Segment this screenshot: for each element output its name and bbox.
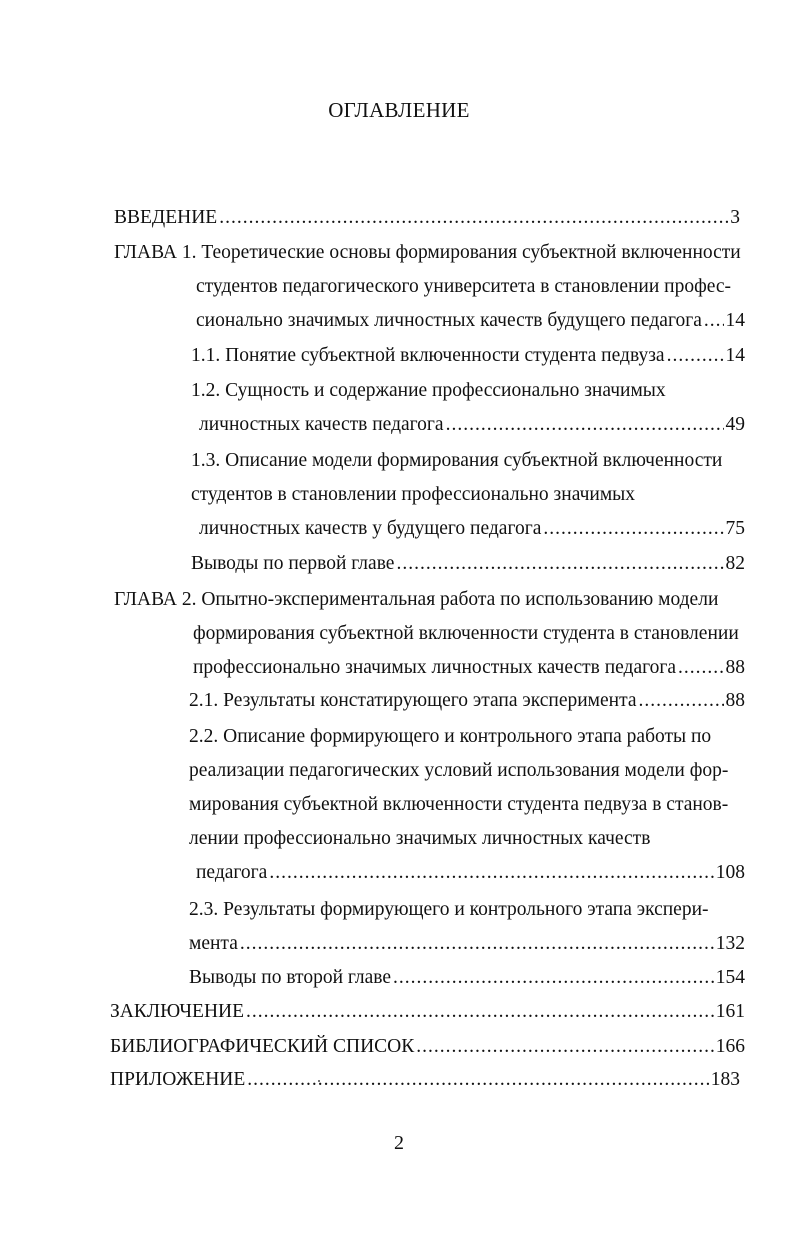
toc-page-number: 49 [725, 414, 745, 435]
toc-entry-section-2-2-line3[interactable] [189, 790, 728, 820]
dot-leader [393, 963, 714, 993]
toc-entry-chapter2-line2[interactable] [193, 619, 739, 649]
toc-entry-section-2-2-line5[interactable] [196, 858, 745, 888]
toc-entry-section-2-3-line2[interactable] [189, 929, 745, 959]
toc-entry-label: ЗАКЛЮЧЕНИЕ [110, 1001, 245, 1022]
toc-entry-section-1-3-line2[interactable] [191, 480, 635, 510]
toc-entry-section-1-1[interactable] [191, 341, 745, 371]
toc-entry-label: 1.2. Сущность и содержание профессионально значимых [191, 380, 666, 401]
toc-entry-label: мирования субъектной включенности студента педвуза в станов- [189, 794, 729, 815]
toc-entry-conclusions-1[interactable] [191, 549, 745, 579]
toc-entry-section-1-3-line1[interactable] [191, 446, 722, 476]
toc-entry-label: профессионально значимых личностных качеств педагога [193, 657, 677, 678]
dot-leader [416, 1032, 714, 1062]
toc-entry-section-1-2-line2[interactable] [199, 410, 745, 440]
page-number: 2 [394, 1132, 404, 1154]
toc-entry-label: личностных качеств педагога [199, 414, 444, 435]
toc-entry-label: личностных качеств у будущего педагога [199, 518, 542, 539]
toc-entry-appendix[interactable] [110, 1065, 740, 1095]
toc-page-number: 132 [715, 933, 745, 954]
toc-page-number: 154 [715, 967, 745, 988]
toc-page-number: 88 [725, 690, 745, 711]
toc-entry-bibliography[interactable] [110, 1032, 745, 1062]
dot-leader [543, 514, 723, 544]
toc-entry-label: реализации педагогических условий использования модели фор- [189, 760, 729, 781]
toc-entry-label: ПРИЛОЖЕНИЕ [110, 1069, 246, 1090]
toc-entry-section-2-3-line1[interactable] [189, 895, 709, 925]
toc-page-number: 88 [725, 657, 745, 678]
toc-entry-label: мента [189, 933, 238, 954]
toc-page-number: 82 [725, 553, 745, 574]
toc-entry-conclusions-2[interactable] [189, 963, 745, 993]
toc-entry-label: ВВЕДЕНИЕ [114, 207, 218, 228]
dot-leader [247, 1065, 708, 1095]
toc-entry-section-1-2-line1[interactable] [191, 376, 666, 406]
toc-entry-chapter1-line3[interactable] [196, 306, 745, 336]
toc-entry-label: формирования субъектной включенности студента в становлении [193, 623, 739, 644]
toc-page-number: 161 [715, 1001, 745, 1022]
toc-entry-section-1-3-line3[interactable] [199, 514, 745, 544]
toc-entry-section-2-2-line4[interactable] [189, 824, 650, 854]
toc-entry-label: ГЛАВА 2. Опытно-экспериментальная работа по использованию модели [114, 589, 719, 610]
scan-speck [318, 1080, 320, 1082]
toc-entry-label: педагога [196, 862, 268, 883]
dot-leader [396, 549, 723, 579]
toc-page-number: 14 [725, 310, 745, 331]
dot-leader [446, 410, 724, 440]
toc-entry-section-2-2-line1[interactable] [189, 722, 711, 752]
dot-leader [219, 203, 728, 233]
toc-entry-chapter2-line1[interactable] [114, 585, 718, 615]
page-title: ОГЛАВЛЕНИЕ [328, 98, 470, 122]
toc-page-number: 3 [730, 207, 740, 228]
toc-page-number: 14 [725, 345, 745, 366]
toc-entry-section-2-1[interactable] [189, 686, 745, 716]
toc-entry-label: БИБЛИОГРАФИЧЕСКИЙ СПИСОК [110, 1036, 415, 1057]
dot-leader [246, 997, 714, 1027]
toc-entry-section-2-2-line2[interactable] [189, 756, 728, 786]
toc-entry-label: 1.1. Понятие субъектной включенности студента педвуза [191, 345, 665, 366]
toc-entry-label: 2.2. Описание формирующего и контрольного этапа работы по [189, 726, 712, 747]
toc-entry-conclusion[interactable] [110, 997, 745, 1027]
toc-entry-chapter2-line3[interactable] [193, 653, 745, 683]
toc-page-number: 166 [715, 1036, 745, 1057]
toc-entry-intro[interactable] [114, 203, 740, 233]
toc-entry-label: студентов педагогического университета в становлении профес- [196, 276, 732, 297]
toc-entry-label: 2.1. Результаты констатирующего этапа эксперимента [189, 690, 637, 711]
toc-entry-label: лении профессионально значимых личностных качеств [189, 828, 651, 849]
dot-leader [269, 858, 713, 888]
toc-entry-label: 1.3. Описание модели формирования субъектной включенности [191, 450, 723, 471]
dot-leader [704, 306, 724, 336]
dot-leader [639, 686, 724, 716]
toc-page-number: 183 [710, 1069, 740, 1090]
toc-entry-label: Выводы по первой главе [191, 553, 395, 574]
toc-page-number: 75 [725, 518, 745, 539]
toc-page-number: 108 [715, 862, 745, 883]
toc-entry-label: 2.3. Результаты формирующего и контрольного этапа экспери- [189, 899, 709, 920]
toc-entry-label: Выводы по второй главе [189, 967, 392, 988]
dot-leader [240, 929, 714, 959]
toc-entry-chapter1-line1[interactable] [114, 238, 741, 268]
toc-entry-label: студентов в становлении профессионально значимых [191, 484, 636, 505]
toc-entry-chapter1-line2[interactable] [196, 272, 731, 302]
dot-leader [667, 341, 724, 371]
toc-entry-label: сионально значимых личностных качеств будущего педагога [196, 310, 702, 331]
dot-leader [678, 653, 723, 683]
toc-entry-label: ГЛАВА 1. Теоретические основы формирования субъектной включенности [114, 242, 741, 263]
